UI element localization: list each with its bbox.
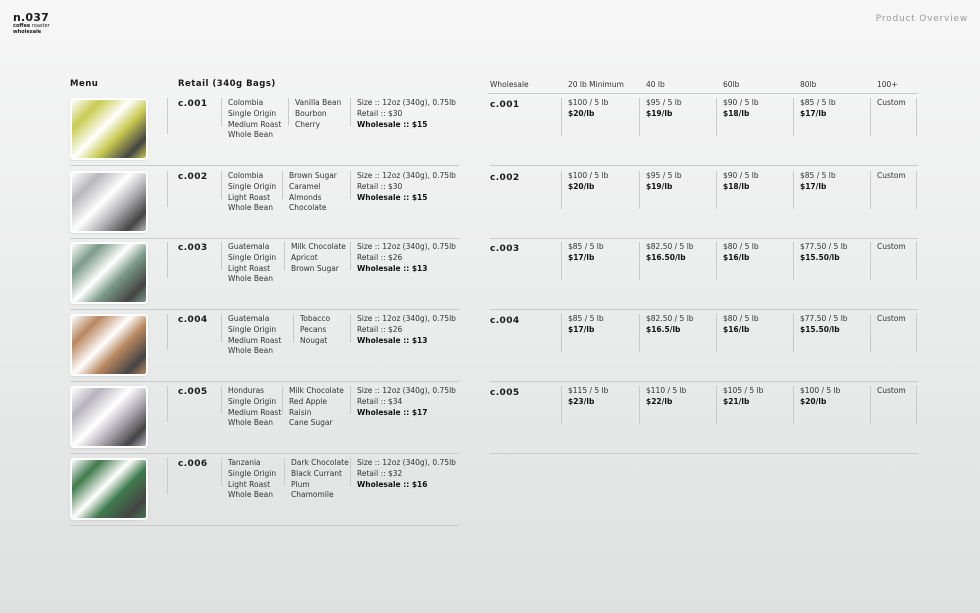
coffee-bag-silver-icon [72, 173, 146, 231]
col-divider [350, 386, 351, 414]
wholesale-header-0: Wholesale [490, 80, 529, 89]
tier-bundle-price: $85 / 5 lb [568, 314, 604, 323]
tier-per-lb: $20/lb [800, 396, 827, 406]
col-divider [350, 458, 351, 486]
row-divider [70, 381, 459, 382]
wholesale-code: c.001 [490, 100, 520, 110]
product-type: Single Origin [228, 252, 277, 262]
tier-bundle-price: $105 / 5 lb [723, 386, 764, 395]
retail-price: Retail :: $26 [357, 252, 403, 262]
tier-bundle-price: $77.50 / 5 lb [800, 314, 848, 323]
product-code: c.003 [178, 243, 208, 253]
product-roast: Medium Roast [228, 119, 282, 129]
product-form: Whole Bean [228, 418, 273, 428]
col-divider [793, 242, 794, 280]
wholesale-tier-price [800, 314, 848, 336]
tier-bundle-price: $100 / 5 lb [568, 171, 609, 180]
col-divider [793, 314, 794, 352]
tasting-note: Caramel [289, 181, 321, 191]
col-divider [350, 98, 351, 126]
col-divider [793, 98, 794, 136]
wholesale-tier-price [568, 171, 608, 193]
col-divider [793, 171, 794, 209]
brand-tagline: coffee roaster [13, 23, 50, 29]
wholesale-header-2: 40 lb [646, 80, 665, 89]
custom-tier: Custom [877, 386, 906, 395]
bag-size: Size :: 12oz (340g), 0.75lb [357, 98, 456, 107]
bag-size: Size :: 12oz (340g), 0.75lb [357, 314, 456, 323]
tier-bundle-price: $80 / 5 lb [723, 242, 759, 251]
brand-logo [13, 12, 50, 35]
wholesale-price: Wholesale :: $15 [357, 119, 428, 129]
tier-per-lb: $17/lb [568, 252, 595, 262]
col-divider [350, 171, 351, 199]
tier-bundle-price: $115 / 5 lb [568, 386, 609, 395]
col-divider [870, 98, 871, 136]
product-form: Whole Bean [228, 203, 273, 213]
retail-price: Retail :: $26 [357, 324, 403, 334]
tier-per-lb: $16.5/lb [646, 324, 681, 334]
col-divider [561, 242, 562, 280]
wholesale-header-3: 60lb [723, 80, 740, 89]
tasting-notes [289, 171, 337, 214]
col-divider [221, 386, 222, 414]
tier-per-lb: $22/lb [646, 396, 673, 406]
tier-per-lb: $16.50/lb [646, 252, 686, 262]
product-origin-info [228, 171, 276, 214]
product-origin: Guatemala [228, 242, 270, 251]
bag-size: Size :: 12oz (340g), 0.75lb [357, 458, 456, 467]
tier-bundle-price: $95 / 5 lb [646, 98, 682, 107]
product-origin-info [228, 98, 281, 141]
row-divider [490, 309, 918, 310]
wholesale-tier-price [723, 171, 759, 193]
retail-pricing [357, 386, 456, 418]
col-divider [639, 242, 640, 280]
tasting-note: Dark Chocolate [291, 458, 349, 467]
col-divider [282, 171, 283, 199]
col-divider [639, 171, 640, 209]
col-divider [293, 314, 294, 342]
coffee-bag-copper-icon [72, 316, 146, 374]
tasting-note: Chamomile [291, 490, 334, 500]
col-divider [284, 458, 285, 486]
col-divider [639, 98, 640, 136]
tasting-note: Red Apple [289, 396, 327, 406]
coffee-bag-lavender-icon [72, 388, 146, 446]
col-divider [716, 98, 717, 136]
col-divider [916, 314, 917, 352]
wholesale-tier-price [800, 242, 848, 264]
bag-size: Size :: 12oz (340g), 0.75lb [357, 171, 456, 180]
tasting-notes [291, 458, 349, 501]
tasting-note: Cherry [295, 119, 321, 129]
tier-per-lb: $19/lb [646, 181, 673, 191]
product-type: Single Origin [228, 181, 277, 191]
col-divider [916, 98, 917, 136]
tasting-note: Bourbon [295, 108, 327, 118]
tier-per-lb: $16/lb [723, 324, 750, 334]
retail-header: Retail (340g Bags) [178, 79, 276, 89]
col-divider [716, 171, 717, 209]
product-origin-info [228, 386, 281, 429]
tier-per-lb: $19/lb [646, 108, 673, 118]
tasting-note: Chocolate [289, 203, 327, 213]
tier-bundle-price: $110 / 5 lb [646, 386, 687, 395]
wholesale-tier-price [800, 386, 840, 408]
col-divider [916, 171, 917, 209]
product-form: Whole Bean [228, 130, 273, 140]
wholesale-code: c.002 [490, 173, 520, 183]
wholesale-tier-price [800, 98, 836, 120]
tier-per-lb: $16/lb [723, 252, 750, 262]
col-divider [716, 242, 717, 280]
col-divider [221, 98, 222, 126]
wholesale-tier-price [568, 386, 608, 408]
wholesale-header-4: 80lb [800, 80, 817, 89]
wholesale-header-1: 20 lb Minimum [568, 80, 624, 89]
tasting-note: Brown Sugar [289, 171, 337, 180]
tasting-note: Milk Chocolate [291, 242, 346, 251]
col-divider [288, 98, 289, 126]
custom-tier: Custom [877, 171, 906, 180]
product-roast: Light Roast [228, 263, 271, 273]
col-divider [282, 386, 283, 414]
wholesale-code: c.004 [490, 316, 520, 326]
wholesale-tier-price [723, 242, 759, 264]
wholesale-tier-price [646, 314, 694, 336]
tasting-note: Plum [291, 479, 310, 489]
col-divider [167, 458, 168, 494]
wholesale-price: Wholesale :: $17 [357, 407, 428, 417]
wholesale-price: Wholesale :: $15 [357, 192, 428, 202]
retail-price: Retail :: $34 [357, 396, 403, 406]
tier-bundle-price: $82.50 / 5 lb [646, 242, 694, 251]
product-code: c.004 [178, 315, 208, 325]
wholesale-tier-price [723, 98, 759, 120]
col-divider [716, 386, 717, 424]
product-origin: Guatemala [228, 314, 270, 323]
row-divider [70, 453, 459, 454]
row-divider [490, 165, 918, 166]
coffee-bag-darkgreen-icon [72, 460, 146, 518]
product-form: Whole Bean [228, 490, 273, 500]
row-divider [490, 238, 918, 239]
bag-size: Size :: 12oz (340g), 0.75lb [357, 386, 456, 395]
tasting-note: Brown Sugar [291, 263, 339, 273]
retail-pricing [357, 314, 456, 346]
tier-per-lb: $21/lb [723, 396, 750, 406]
tasting-notes [291, 242, 346, 274]
wholesale-tier-price [568, 314, 604, 336]
wholesale-tier-price [568, 98, 608, 120]
row-divider [490, 453, 918, 454]
col-divider [167, 98, 168, 134]
tier-bundle-price: $100 / 5 lb [568, 98, 609, 107]
tier-per-lb: $15.50/lb [800, 324, 840, 334]
tasting-note: Black Currant [291, 468, 342, 478]
product-roast: Medium Roast [228, 335, 282, 345]
row-divider [70, 165, 459, 166]
tier-bundle-price: $95 / 5 lb [646, 171, 682, 180]
wholesale-tier-price [646, 242, 694, 264]
col-divider [221, 314, 222, 342]
col-divider [870, 314, 871, 352]
tasting-note: Nougat [300, 335, 328, 345]
tier-per-lb: $23/lb [568, 396, 595, 406]
product-roast: Light Roast [228, 479, 271, 489]
wholesale-price: Wholesale :: $13 [357, 263, 428, 273]
product-roast: Light Roast [228, 192, 271, 202]
tier-bundle-price: $85 / 5 lb [568, 242, 604, 251]
col-divider [350, 242, 351, 270]
col-divider [793, 386, 794, 424]
col-divider [916, 242, 917, 280]
bag-size: Size :: 12oz (340g), 0.75lb [357, 242, 456, 251]
tasting-note: Milk Chocolate [289, 386, 344, 395]
product-origin: Tanzania [228, 458, 261, 467]
retail-pricing [357, 242, 456, 274]
page-title: Product Overview [875, 14, 968, 24]
tier-per-lb: $18/lb [723, 181, 750, 191]
tasting-notes [289, 386, 344, 429]
retail-price: Retail :: $30 [357, 181, 403, 191]
product-type: Single Origin [228, 468, 277, 478]
tier-bundle-price: $100 / 5 lb [800, 386, 841, 395]
tasting-notes [295, 98, 341, 130]
wholesale-tier-price [723, 386, 763, 408]
tasting-note: Apricot [291, 252, 318, 262]
tasting-notes [300, 314, 330, 346]
tier-bundle-price: $90 / 5 lb [723, 171, 759, 180]
row-divider [70, 238, 459, 239]
retail-price: Retail :: $30 [357, 108, 403, 118]
header-divider [488, 93, 918, 94]
product-code: c.005 [178, 387, 208, 397]
row-divider [490, 381, 918, 382]
col-divider [221, 171, 222, 199]
tier-bundle-price: $85 / 5 lb [800, 98, 836, 107]
col-divider [870, 171, 871, 209]
col-divider [221, 242, 222, 270]
col-divider [639, 386, 640, 424]
coffee-bag-green-icon [72, 244, 146, 302]
col-divider [350, 314, 351, 342]
col-divider [284, 242, 285, 270]
retail-pricing [357, 171, 456, 203]
brand-name: n.037 [13, 11, 49, 24]
tier-bundle-price: $80 / 5 lb [723, 314, 759, 323]
menu-header: Menu [70, 79, 99, 89]
row-divider [70, 309, 459, 310]
product-code: c.002 [178, 172, 208, 182]
col-divider [167, 386, 168, 422]
product-type: Single Origin [228, 108, 277, 118]
wholesale-tier-price [646, 171, 682, 193]
retail-price: Retail :: $32 [357, 468, 403, 478]
product-type: Single Origin [228, 396, 277, 406]
col-divider [561, 98, 562, 136]
custom-tier: Custom [877, 242, 906, 251]
col-divider [167, 314, 168, 350]
tasting-note: Cane Sugar [289, 418, 333, 428]
wholesale-price: Wholesale :: $13 [357, 335, 428, 345]
col-divider [870, 242, 871, 280]
wholesale-tier-price [646, 386, 686, 408]
product-type: Single Origin [228, 324, 277, 334]
product-origin-info [228, 314, 281, 357]
col-divider [561, 314, 562, 352]
product-code: c.006 [178, 459, 208, 469]
tier-per-lb: $17/lb [800, 108, 827, 118]
product-origin-info [228, 242, 276, 285]
col-divider [639, 314, 640, 352]
row-divider [70, 525, 459, 526]
tasting-note: Pecans [300, 324, 327, 334]
col-divider [167, 242, 168, 278]
wholesale-price: Wholesale :: $16 [357, 479, 428, 489]
product-form: Whole Bean [228, 274, 273, 284]
tasting-note: Vanilla Bean [295, 98, 342, 107]
tier-bundle-price: $90 / 5 lb [723, 98, 759, 107]
wholesale-tier-price [723, 314, 759, 336]
product-origin: Honduras [228, 386, 265, 395]
col-divider [167, 171, 168, 207]
product-origin: Colombia [228, 171, 264, 180]
tier-per-lb: $20/lb [568, 181, 595, 191]
coffee-bag-yellow-icon [72, 100, 146, 158]
product-origin: Colombia [228, 98, 264, 107]
wholesale-header-5: 100+ [877, 80, 898, 89]
retail-pricing [357, 458, 456, 490]
wholesale-code: c.003 [490, 244, 520, 254]
custom-tier: Custom [877, 314, 906, 323]
product-origin-info [228, 458, 276, 501]
col-divider [716, 314, 717, 352]
wholesale-tier-price [800, 171, 836, 193]
product-roast: Medium Roast [228, 407, 282, 417]
tier-per-lb: $17/lb [800, 181, 827, 191]
tier-per-lb: $20/lb [568, 108, 595, 118]
tasting-note: Raisin [289, 407, 312, 417]
col-divider [221, 458, 222, 486]
retail-pricing [357, 98, 456, 130]
wholesale-code: c.005 [490, 388, 520, 398]
tasting-note: Almonds [289, 192, 322, 202]
tier-bundle-price: $77.50 / 5 lb [800, 242, 848, 251]
wholesale-tier-price [568, 242, 604, 264]
col-divider [870, 386, 871, 424]
col-divider [561, 386, 562, 424]
tier-per-lb: $18/lb [723, 108, 750, 118]
product-form: Whole Bean [228, 346, 273, 356]
wholesale-tier-price [646, 98, 682, 120]
tier-per-lb: $17/lb [568, 324, 595, 334]
custom-tier: Custom [877, 98, 906, 107]
tier-per-lb: $15.50/lb [800, 252, 840, 262]
tier-bundle-price: $82.50 / 5 lb [646, 314, 694, 323]
brand-subtitle: wholesale [13, 29, 42, 35]
col-divider [561, 171, 562, 209]
col-divider [916, 386, 917, 424]
tasting-note: Tobacco [300, 314, 331, 323]
tier-bundle-price: $85 / 5 lb [800, 171, 836, 180]
product-code: c.001 [178, 99, 208, 109]
